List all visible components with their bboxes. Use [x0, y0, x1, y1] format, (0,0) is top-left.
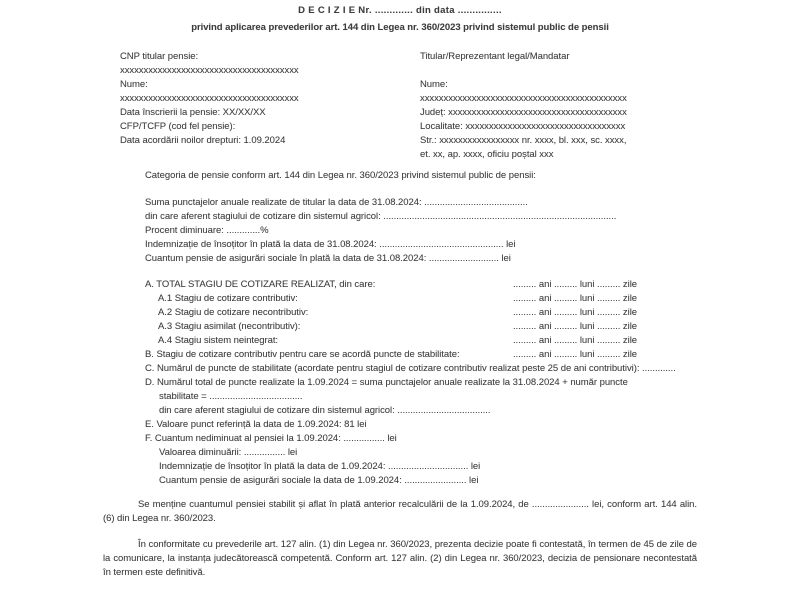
- stagiu-value: ......... ani ......... luni ......... zile: [512, 321, 637, 332]
- pension-amount-aug-line: Cuantum pensie de asigurări sociale în plată la data de 31.08.2024: ........................... lei: [145, 253, 511, 264]
- stagiu-row-total: [145, 278, 637, 292]
- new-rights-date-line: Data acordării noilor drepturi: 1.09.2024: [120, 135, 286, 146]
- locality-line: Localitate: xxxxxxxxxxxxxxxxxxxxxxxxxxxxxxxxxx: [420, 121, 626, 132]
- enrollment-date-line: Data înscrierii la pensie: XX/XX/XX: [120, 107, 266, 118]
- stagiu-label: A. TOTAL STAGIU DE COTIZARE REALIZAT, din care:: [145, 279, 376, 290]
- cnp-value: xxxxxxxxxxxxxxxxxxxxxxxxxxxxxxxxxxxxxx: [120, 65, 299, 76]
- representative-title: Titular/Reprezentant legal/Mandatar: [420, 51, 570, 62]
- document-header: [105, 4, 695, 35]
- annual-points-sum-line: Suma punctajelor anuale realizate de titular la data de 31.08.2024: ........................................: [145, 197, 528, 208]
- agricultural-share-points-line: din care aferent stagiului de cotizare din sistemul agricol: ....................................: [159, 405, 491, 416]
- stagiu-row-b: [145, 348, 637, 362]
- rep-name-value: xxxxxxxxxxxxxxxxxxxxxxxxxxxxxxxxxxxxxxxxxxxx: [420, 93, 627, 104]
- parties-section: [120, 50, 710, 162]
- diminution-percent-line: Procent diminuare: .............%: [145, 225, 269, 236]
- stagiu-value: ......... ani ......... luni ......... zile: [512, 335, 637, 346]
- stagiu-row-a4: [145, 334, 637, 348]
- stagiu-label: A.4 Stagiu sistem neintegrat:: [158, 335, 279, 346]
- total-points-line2: stabilitate = ....................................: [159, 391, 303, 402]
- representative-info: [420, 50, 710, 162]
- stagiu-row-a2: [145, 306, 637, 320]
- stagiu-value: ......... ani ......... luni ......... zile: [512, 293, 637, 304]
- pension-code-line: CFP/TCFP (cod fel pensie):: [120, 121, 236, 132]
- appeal-terms-paragraph: În conformitate cu prevederile art. 127 alin. (1) din Legea nr. 360/2023, prezenta decizie poate fi contestată, în termen de 45 de zile de la comunicare, la instanța judecătorească competentă. Conform art. 127 alin. (2) din Legea nr. 360/2023, decizia de pensionare necontestată în termen este definitivă.: [103, 539, 697, 578]
- stagiu-row-a1: [145, 292, 637, 306]
- stagiu-label: A.3 Stagiu asimilat (necontributiv):: [158, 321, 301, 332]
- pension-category-line: Categoria de pensie conform art. 144 din Legea nr. 360/2023 privind sistemul public de pensii:: [145, 170, 536, 181]
- decision-title: D E C I Z I E Nr. ............. din data ...............: [298, 5, 502, 16]
- maintain-amount-paragraph: Se menține cuantumul pensiei stabilit și aflat în plată anterior recalculării de la 1.09.2024, de ...................... lei, conform art. 144 alin. (6) din Legea nr. 360/2023.: [103, 499, 697, 524]
- diminution-value-line: Valoarea diminuării: ................ lei: [159, 447, 298, 458]
- stagiu-value: ......... ani ......... luni ......... zile: [512, 349, 637, 360]
- points-section: [145, 362, 705, 488]
- previous-amounts-section: [145, 196, 616, 266]
- stagiu-value: ......... ani ......... luni ......... zile: [512, 279, 637, 290]
- decision-subtitle: privind aplicarea prevederilor art. 144 din Legea nr. 360/2023 privind sistemul public de pensii: [191, 22, 609, 33]
- stagiu-row-a3: [145, 320, 637, 334]
- agricultural-system-share-line: din care aferent stagiului de cotizare din sistemul agricol: ..........................................................................................: [145, 211, 617, 222]
- spacer-line: [420, 64, 710, 78]
- name-value: xxxxxxxxxxxxxxxxxxxxxxxxxxxxxxxxxxxxxx: [120, 93, 299, 104]
- attendant-allowance-sep-line: Indemnizație de însoțitor în plată la data de 1.09.2024: ............................... lei: [159, 461, 481, 472]
- stability-points-line: C. Numărul de puncte de stabilitate (acordate pentru stagiul de cotizare contributiv realizat peste 25 de ani contributivi): .............: [145, 363, 676, 374]
- county-line: Județ: xxxxxxxxxxxxxxxxxxxxxxxxxxxxxxxxxxxxxx: [420, 107, 627, 118]
- stagiu-label: A.2 Stagiu de cotizare necontributiv:: [158, 307, 309, 318]
- stagiu-label: B. Stagiu de cotizare contributiv pentru care se acordă puncte de stabilitate:: [145, 349, 460, 360]
- address-line2: et. xx, ap. xxxx, oficiu poștal xxx: [420, 149, 554, 160]
- pension-amount-sep-line: Cuantum pensie de asigurări sociale la data de 1.09.2024: ........................ lei: [159, 475, 479, 486]
- street-line: Str.: xxxxxxxxxxxxxxxxx nr. xxxx, bl. xxx, sc. xxxx,: [420, 135, 627, 146]
- stagiu-value: ......... ani ......... luni ......... zile: [512, 307, 637, 318]
- cnp-label: CNP titular pensie:: [120, 51, 199, 62]
- reference-point-value-line: E. Valoare punct referință la data de 1.09.2024: 81 lei: [145, 419, 367, 430]
- attendant-allowance-aug-line: Indemnizație de însoțitor în plată la data de 31.08.2024: ................................................ lei: [145, 239, 516, 250]
- contribution-periods-section: [145, 278, 637, 362]
- rep-name-label: Nume:: [420, 79, 448, 90]
- total-points-line1: D. Numărul total de puncte realizate la 1.09.2024 = suma punctajelor anuale realizate la 31.08.2024 + număr puncte: [145, 377, 628, 388]
- stagiu-label: A.1 Stagiu de cotizare contributiv:: [158, 293, 298, 304]
- name-label: Nume:: [120, 79, 148, 90]
- undiminished-amount-line: F. Cuantum nediminuat al pensiei la 1.09.2024: ................ lei: [145, 433, 397, 444]
- pensioner-info: [120, 50, 420, 162]
